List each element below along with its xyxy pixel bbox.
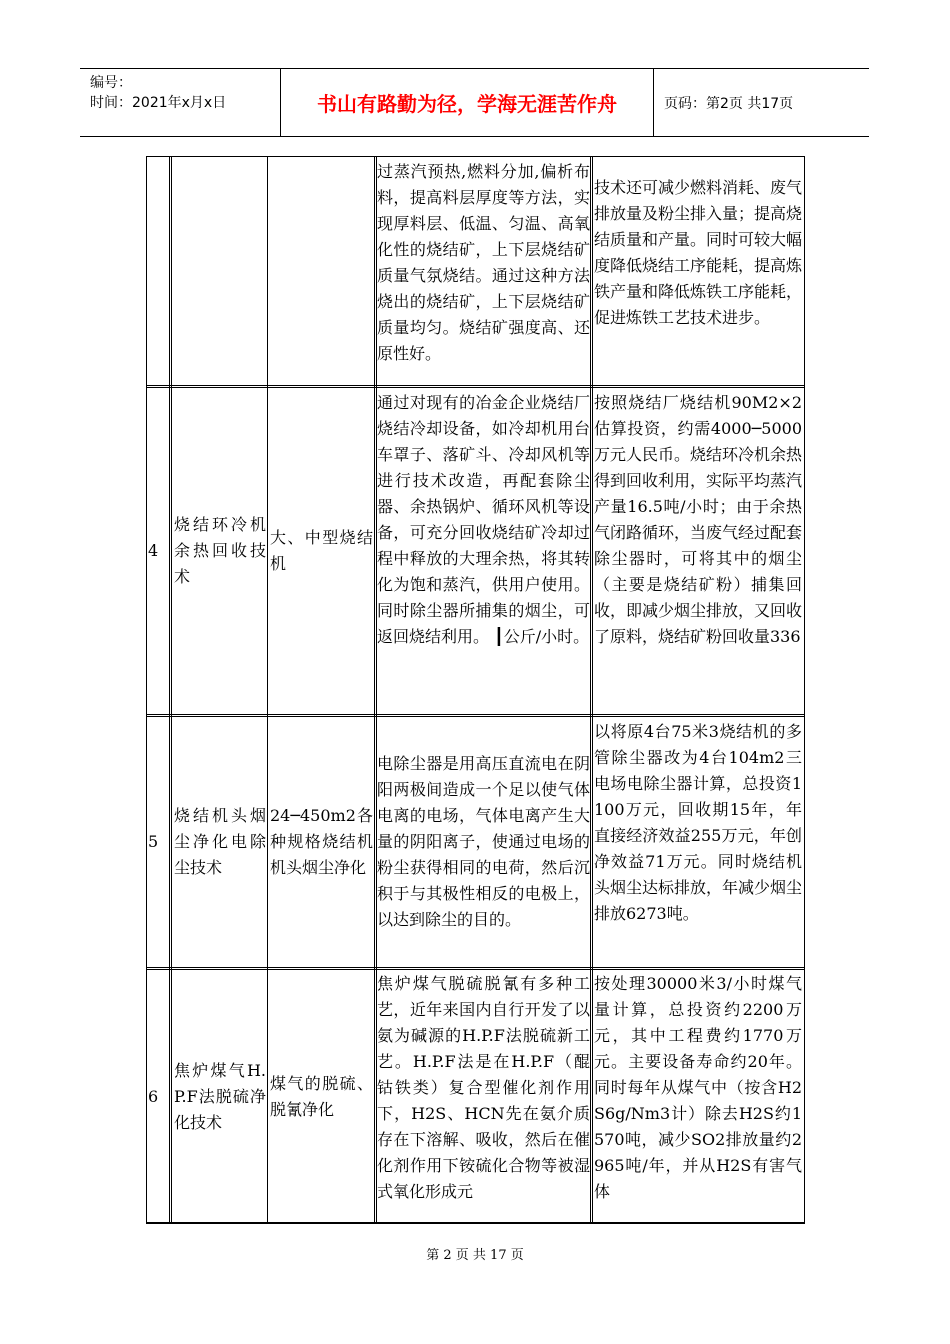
column-divider: [267, 157, 268, 1223]
row-scope: [270, 717, 373, 967]
header-motto: 书山有路勤为径，学海无涯苦作舟: [281, 69, 654, 136]
row-desc: 焦炉煤气脱硫脱氰有多种工艺，近年来国内自行开发了以氨为碱源的H.P.F法脱硫新工艺。H.P.F法是在H.P.F（醌钴铁类）复合型催化剂作用下，H2S、HCN先在氨介质存在下溶解、吸收，然后在催化剂作用下铵硫化合物等被湿式氧化形成元: [377, 974, 590, 1201]
column-divider: [590, 157, 593, 1223]
page-footer: 第 2 页 共 17 页: [426, 1248, 524, 1263]
row-benefit: 按处理30000米3/小时煤气量计算，总投资约2200万元，其中工程费约1770万元。主要设备寿命约20年。同时每年从煤气中（按含H2S6g/Nm3计）除去H2S约1570吨，减少SO2排放量约2965吨/年，并从H2S有害气体: [594, 974, 802, 1201]
row-scope-text: 大、中型烧结机: [270, 528, 373, 573]
row-number: [148, 970, 168, 1223]
row-scope: [270, 388, 373, 714]
row-desc: 过蒸汽预热,燃料分加,偏析布料，提高料层厚度等方法，实现厚料层、低温、匀温、高氧化性的烧结矿，上下层烧结矿质量气氛烧结。通过这种方法烧出的烧结矿，上下层烧结矿质量均匀。烧结矿强度高、还原性好。: [377, 162, 590, 363]
row-number-text: 5: [148, 832, 159, 851]
row-scope-text: 煤气的脱硫、脱氰净化: [270, 1073, 373, 1119]
row-desc-text: 电除尘器是用高压直流电在阴阳两极间造成一个足以使气体电离的电场，气体电离产生大量的阴阳离子，使通过电场的粉尘获得相同的电荷，然后沉积于与其极性相反的电极上，以达到除尘的目的。: [377, 754, 590, 929]
row-benefit: 按照烧结厂烧结机90M2×2估算投资，约需4000─5000万元人民币。烧结环冷机余热得到回收利用，实际平均蒸汽产量16.5吨/小时；由于余热气闭路循环，当废气经过配套除尘器时，可将其中的烟尘（主要是烧结矿粉）捕集回收，即减少烟尘排放，又回收了原料，烧结矿粉回收量336: [594, 393, 803, 646]
row-benefit: 以将原4台75米3烧结机的多管除尘器改为4台104m2三电场电除尘器计算，总投资1100万元，回收期15年，年直接经济效益255万元，年创净效益71万元。同时烧结机头烟尘达标排放，年减少烟尘排放6273吨。: [594, 722, 803, 923]
header-meta: [80, 69, 281, 136]
row-number: [148, 388, 168, 714]
row-number-text: 6: [148, 1086, 159, 1106]
row-desc: [377, 717, 590, 967]
row-tech-name: [174, 717, 266, 967]
date-label: 时间：2021年x月x日: [90, 95, 227, 111]
row-tech-name-text: 焦炉煤气H.P.F法脱硫净化技术: [174, 1060, 266, 1132]
row-scope-text: 24─450m2各种规格烧结机机头烟尘净化: [270, 806, 373, 877]
header-page-info: 页码：第2页 共17页: [664, 95, 794, 112]
row-desc: 通过对现有的冶金企业烧结厂烧结冷却设备，如冷却机用台车罩子、落矿斗、冷却风机等进行技术改造，再配套除尘器、余热锅炉、循环风机等设备，可充分回收烧结矿冷却过程中释放的大理余热，将其转化为饱和蒸汽，供用户使用。同时除尘器所捕集的烟尘，可返回烧结利用。 ┃公斤/小时。: [377, 393, 590, 646]
doc-number-label: 编号：: [90, 75, 132, 91]
row-scope: [270, 970, 373, 1223]
row-number: [148, 717, 168, 967]
column-divider: [169, 157, 172, 1223]
row-tech-name: [174, 970, 266, 1223]
page-header: [80, 68, 869, 137]
row-tech-name-text: 烧结机头烟尘净化电除尘技术: [174, 806, 266, 877]
row-tech-name-text: 烧结环冷机余热回收技术: [174, 515, 266, 586]
technology-table: [146, 156, 805, 1224]
row-tech-name: [174, 388, 266, 714]
row-benefit: 技术还可减少燃料消耗、废气排放量及粉尘排入量；提高烧结质量和产量。同时可较大幅度降低烧结工序能耗，提高炼铁产量和降低炼铁工序能耗，促进炼铁工艺技术进步。: [594, 178, 803, 327]
row-number-text: 4: [148, 541, 159, 560]
